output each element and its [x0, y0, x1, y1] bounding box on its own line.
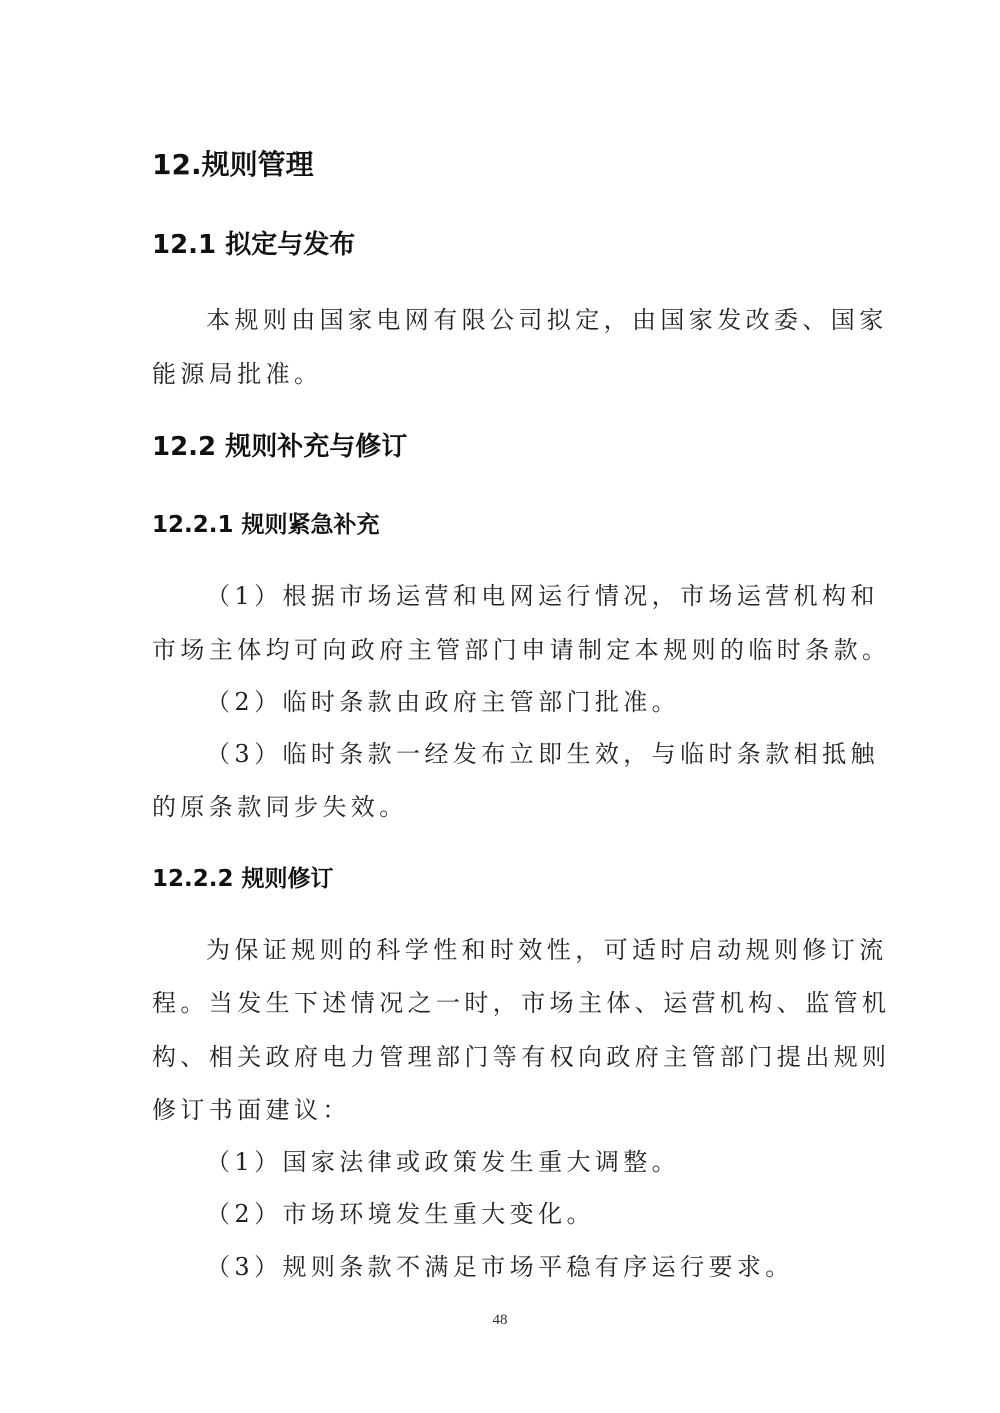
- paragraph-line: （1）根据市场运营和电网运行情况，市场运营机构和: [206, 582, 879, 610]
- subsection-heading-12-2: 12.2 规则补充与修订: [152, 432, 408, 462]
- sub-subsection-heading-12-2-2: 12.2.2 规则修订: [152, 866, 334, 892]
- paragraph-line: 市场主体均可向政府主管部门申请制定本规则的临时条款。: [152, 636, 891, 664]
- paragraph-line: 程。当发生下述情况之一时，市场主体、运营机构、监管机: [152, 989, 891, 1017]
- sub-subsection-heading-12-2-1: 12.2.1 规则紧急补充: [152, 512, 380, 538]
- paragraph-line: 本规则由国家电网有限公司拟定，由国家发改委、国家: [206, 306, 888, 334]
- paragraph-line: （2）临时条款由政府主管部门批准。: [206, 688, 681, 716]
- paragraph-line: 能源局批准。: [152, 360, 323, 388]
- paragraph-line: 修订书面建议：: [152, 1096, 351, 1124]
- paragraph-line: 的原条款同步失效。: [152, 793, 408, 821]
- paragraph-line: （3）临时条款一经发布立即生效，与临时条款相抵触: [206, 740, 879, 768]
- paragraph-line: 为保证规则的科学性和时效性，可适时启动规则修订流: [206, 936, 888, 964]
- subsection-heading-12-1: 12.1 拟定与发布: [152, 230, 356, 260]
- page-number: 48: [492, 1312, 508, 1328]
- list-item: （2）市场环境发生重大变化。: [206, 1200, 595, 1228]
- list-item: （1）国家法律或政策发生重大调整。: [206, 1148, 681, 1176]
- section-title: 12.规则管理: [152, 148, 314, 181]
- paragraph-line: 构、相关政府电力管理部门等有权向政府主管部门提出规则: [152, 1043, 891, 1071]
- list-item: （3）规则条款不满足市场平稳有序运行要求。: [206, 1253, 794, 1281]
